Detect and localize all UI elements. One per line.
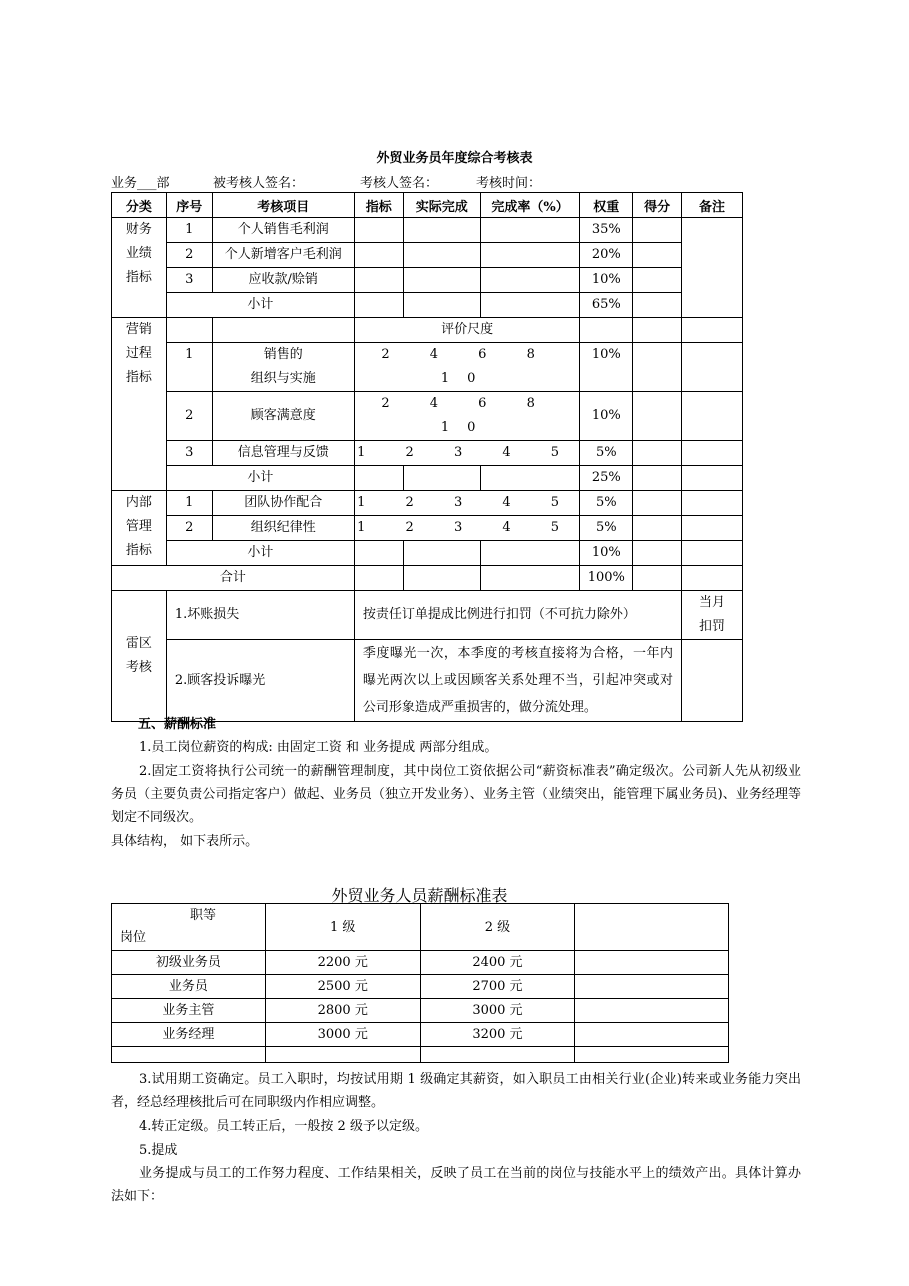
row-no: 1 [166,218,212,243]
table-row [112,591,743,640]
examiner-signature: 考核人签名： [360,176,439,191]
col-header: 权重 [580,193,633,218]
subtotal-row [112,293,743,318]
subtotal-weight: 10% [580,541,633,566]
subtotal-weight: 25% [580,466,633,491]
scale: 2 4 6 8 10 [354,343,580,392]
table-row [112,999,729,1023]
subtotal-label: 小计 [166,293,354,318]
dept-field: 业务___部 [111,176,170,191]
category-internal: 内部 管理 指标 [112,491,167,566]
row-item: 信息管理与反馈 [212,441,354,466]
exam-time: 考核时间： [476,176,542,191]
table-row [112,441,743,466]
salary-table [111,903,729,1063]
row-item: 个人新增客户毛利润 [212,243,354,268]
redzone-item: 1.坏账损失 [166,591,354,640]
redzone-desc: 季度曝光一次，本季度的考核直接将为合格，一年内曝光两次以上或因顾客关系处理不当，引起冲突或对公司形象造成严重损害的，做分流处理。 [354,640,681,722]
paragraph: 2.固定工资将执行公司统一的薪酬管理制度，其中岗位工资依据公司“薪资标准表”确定级次。公司新人先从初级业务员（主要负责公司指定客户）做起、业务员（独立开发业务）、业务主管（业绩突出，能管理下属业务员)、业务经理等划定不同级次。 [111,764,801,825]
row-item: 顾客满意度 [212,392,354,441]
salary-header-row [112,904,729,951]
col-header: 备注 [681,193,742,218]
row-weight: 5% [580,441,633,466]
paragraph: 1.员工岗位薪资的构成: 由固定工资 和 业务提成 两部分组成。 [139,740,498,755]
subtotal-label: 小计 [166,466,354,491]
row-weight: 5% [580,491,633,516]
col-header: 考核项目 [212,193,354,218]
category-redzone: 雷区 考核 [112,591,167,722]
post: 业务经理 [112,1023,266,1047]
table-row [112,268,743,293]
section-heading: 五、薪酬标准 [138,717,217,732]
post: 业务主管 [112,999,266,1023]
table-row [112,318,743,343]
table-row [112,951,729,975]
col-header: 实际完成 [403,193,480,218]
col-header: 得分 [633,193,682,218]
table-row [112,491,743,516]
paragraph: 5.提成 [139,1143,178,1158]
paragraph: 3.试用期工资确定。员工入职时，均按试用期 1 级确定其薪资，如入职员工由相关行业(企业)转来或业务能力突出者，经总经理核批后可在同职级内作相应调整。 [111,1072,801,1110]
redzone-desc: 按责任订单提成比例进行扣罚（不可抗力除外） [354,591,681,640]
subtotal-label: 小计 [166,541,354,566]
col-header: 序号 [166,193,212,218]
row-no: 3 [166,441,212,466]
row-item: 销售的 组织与实施 [212,343,354,392]
row-weight: 10% [580,343,633,392]
category-financial: 财务 业绩 指标 [112,218,167,318]
row-weight: 5% [580,516,633,541]
salary-l1: 2800 元 [265,999,420,1023]
examinee-signature: 被考核人签名： [213,176,305,191]
salary-l1: 2500 元 [265,975,420,999]
scale: 1 2 3 4 5 [354,441,580,466]
row-no: 1 [166,343,212,392]
level-header: 1 级 [265,904,420,951]
note-cell [681,218,742,318]
total-label: 合计 [112,566,355,591]
scale: 1 2 3 4 5 [354,516,580,541]
total-row [112,566,743,591]
row-item: 应收款/赊销 [212,268,354,293]
salary-l1: 3000 元 [265,1023,420,1047]
post: 业务员 [112,975,266,999]
table-row [112,516,743,541]
scale: 1 2 3 4 5 [354,491,580,516]
salary-l2: 3200 元 [420,1023,575,1047]
total-weight: 100% [580,566,633,591]
salary-table-title: 外贸业务人员薪酬标准表 [331,886,508,905]
header-row [112,193,743,218]
row-weight: 20% [580,243,633,268]
row-no: 2 [166,392,212,441]
salary-l2: 3000 元 [420,999,575,1023]
redzone-note: 当月 扣罚 [681,591,742,640]
table-row [112,343,743,392]
paragraph: 具体结构， 如下表所示。 [111,834,259,849]
category-marketing: 营销 过程 指标 [112,318,167,491]
row-item: 组织纪律性 [212,516,354,541]
level-header [575,904,729,951]
salary-l2: 2400 元 [420,951,575,975]
row-weight: 10% [580,268,633,293]
table-row [112,1047,729,1063]
row-no: 3 [166,268,212,293]
scale-label: 评价尺度 [354,318,580,343]
form-title: 外贸业务员年度综合考核表 [376,151,533,166]
row-weight: 10% [580,392,633,441]
scale: 2 4 6 8 10 [354,392,580,441]
paragraph: 4.转正定级。员工转正后，一般按 2 级予以定级。 [139,1119,428,1134]
table-row [112,243,743,268]
post: 初级业务员 [112,951,266,975]
col-header: 完成率（%） [480,193,580,218]
row-item: 团队协作配合 [212,491,354,516]
row-no: 2 [166,243,212,268]
level-header: 2 级 [420,904,575,951]
row-item: 个人销售毛利润 [212,218,354,243]
row-no: 1 [166,491,212,516]
subtotal-row [112,541,743,566]
corner-cell: 职等 岗位 [112,904,266,951]
paragraph: 业务提成与员工的工作努力程度、工作结果相关，反映了员工在当前的岗位与技能水平上的绩效产出。具体计算办法如下： [111,1166,801,1204]
salary-l1: 2200 元 [265,951,420,975]
col-header: 指标 [354,193,403,218]
table-row [112,218,743,243]
table-row [112,640,743,722]
row-no: 2 [166,516,212,541]
table-row [112,1023,729,1047]
col-header: 分类 [112,193,167,218]
redzone-item: 2.顾客投诉曝光 [166,640,354,722]
subtotal-row [112,466,743,491]
salary-l2: 2700 元 [420,975,575,999]
table-row [112,392,743,441]
assessment-table [111,192,743,722]
subtotal-weight: 65% [580,293,633,318]
table-row [112,975,729,999]
row-weight: 35% [580,218,633,243]
